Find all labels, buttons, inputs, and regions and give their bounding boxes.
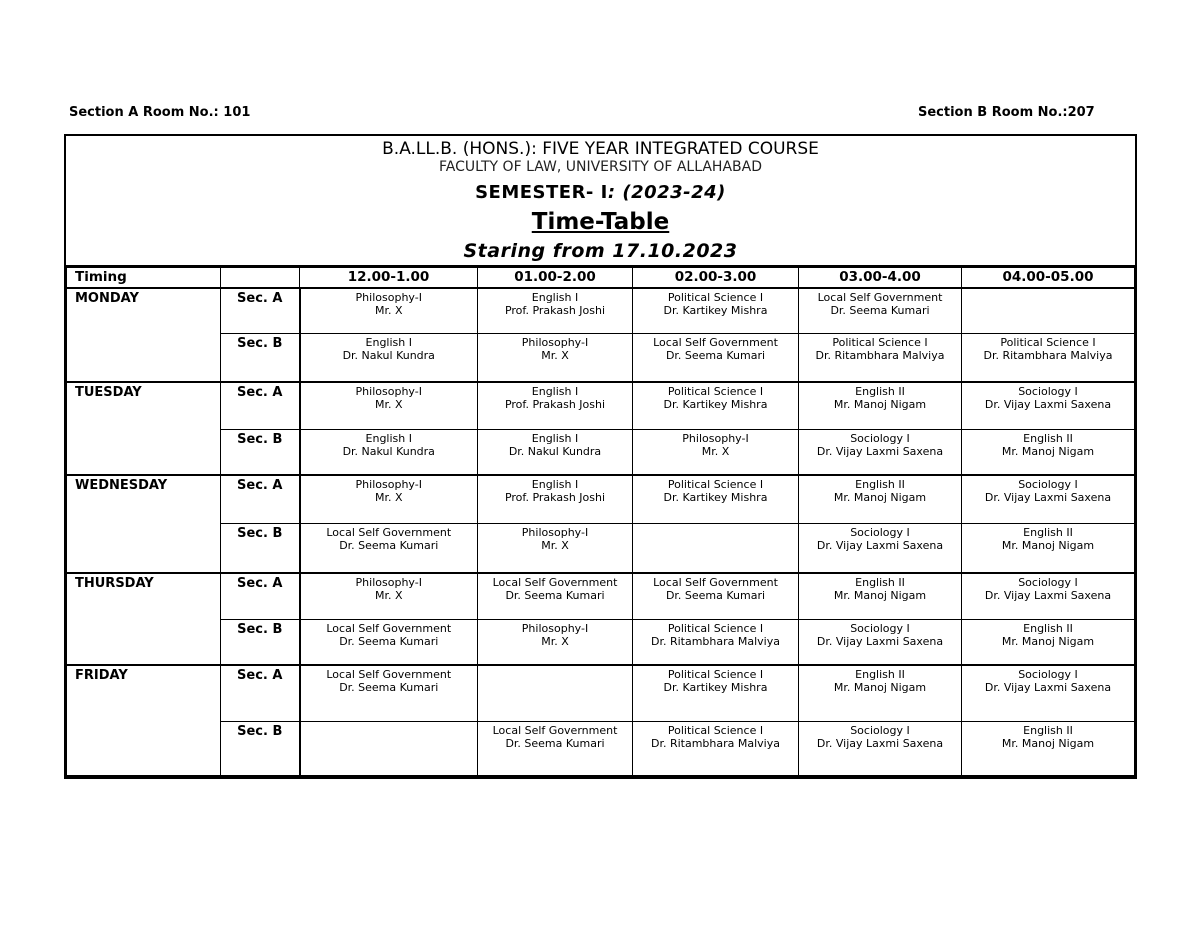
subject-name: English II <box>1023 723 1073 737</box>
class-slot <box>478 523 633 573</box>
subject-name: Sociology I <box>850 525 910 539</box>
class-slot <box>633 288 799 333</box>
teacher-name: Dr. Vijay Laxmi Saxena <box>984 681 1112 694</box>
teacher-name: Prof. Prakash Joshi <box>504 304 606 317</box>
teacher-name: Mr. Manoj Nigam <box>833 491 927 504</box>
subject-name: Sociology I <box>850 431 910 445</box>
class-slot <box>300 475 478 523</box>
class-slot <box>962 721 1135 776</box>
section-label: Sec. A <box>221 665 300 721</box>
class-slot <box>478 475 633 523</box>
column-header: 04.00-05.00 <box>962 268 1135 289</box>
subject-name: Political Science I <box>667 385 764 398</box>
class-slot <box>799 573 962 619</box>
subject-name: Philosophy-I <box>521 621 589 635</box>
timetable-sheet <box>64 134 1137 779</box>
subject-name: Local Self Government <box>326 668 452 681</box>
class-slot <box>799 382 962 429</box>
teacher-name: Dr. Seema Kumari <box>830 304 930 317</box>
subject-name: Sociology I <box>1018 668 1078 681</box>
class-slot <box>633 619 799 665</box>
class-slot <box>962 523 1135 573</box>
subject-name: English I <box>365 431 412 445</box>
section-label: Sec. B <box>221 523 300 573</box>
section-label: Sec. B <box>221 721 300 776</box>
course-title: B.A.LL.B. (HONS.): FIVE YEAR INTEGRATED COURSE <box>382 139 819 159</box>
class-slot <box>478 382 633 429</box>
class-slot <box>300 573 478 619</box>
teacher-name: Dr. Kartikey Mishra <box>663 681 768 694</box>
class-slot <box>478 288 633 333</box>
teacher-name: Dr. Kartikey Mishra <box>663 491 768 504</box>
class-slot <box>962 573 1135 619</box>
teacher-name: Dr. Seema Kumari <box>505 736 605 750</box>
class-slot <box>478 333 633 382</box>
teacher-name: Mr. X <box>374 589 403 602</box>
teacher-name: Dr. Kartikey Mishra <box>663 398 768 411</box>
subject-name: Local Self Government <box>326 621 452 635</box>
teacher-name: Dr. Vijay Laxmi Saxena <box>984 398 1112 411</box>
class-slot <box>478 721 633 776</box>
class-slot <box>300 523 478 573</box>
faculty-name: FACULTY OF LAW, UNIVERSITY OF ALLAHABAD <box>439 159 762 175</box>
class-slot <box>962 619 1135 665</box>
class-slot <box>478 665 633 721</box>
teacher-name: Dr. Vijay Laxmi Saxena <box>816 538 944 552</box>
class-slot <box>799 665 962 721</box>
teacher-name: Mr. X <box>701 444 730 458</box>
class-slot <box>633 665 799 721</box>
class-slot <box>633 475 799 523</box>
subject-name: English I <box>531 291 579 304</box>
column-header: Timing <box>67 268 221 289</box>
table-row <box>67 333 1135 382</box>
teacher-name: Dr. Seema Kumari <box>665 348 766 362</box>
section-label: Sec. A <box>221 475 300 523</box>
subject-name: Sociology I <box>850 621 910 635</box>
teacher-name: Dr. Vijay Laxmi Saxena <box>984 589 1112 602</box>
subject-name: Local Self Government <box>492 723 618 737</box>
class-slot <box>962 333 1135 382</box>
section-label: Sec. B <box>221 619 300 665</box>
teacher-name: Mr. Manoj Nigam <box>1001 538 1095 552</box>
section-a-room: Section A Room No.: 101 <box>69 105 251 120</box>
teacher-name: Dr. Seema Kumari <box>339 634 439 648</box>
teacher-name: Mr. Manoj Nigam <box>833 398 927 411</box>
header-row <box>67 268 1135 289</box>
subject-name: English I <box>531 478 579 491</box>
class-slot <box>633 721 799 776</box>
table-row <box>67 523 1135 573</box>
teacher-name: Mr. Manoj Nigam <box>1001 634 1095 648</box>
semester-label: SEMESTER- I <box>475 182 608 203</box>
teacher-name: Dr. Seema Kumari <box>339 681 439 694</box>
section-label: Sec. B <box>221 429 300 475</box>
class-slot <box>962 429 1135 475</box>
teacher-name: Mr. Manoj Nigam <box>833 681 927 694</box>
subject-name: Philosophy-I <box>521 335 589 349</box>
subject-name: Local Self Government <box>653 576 778 589</box>
subject-name: English I <box>365 335 412 349</box>
class-slot <box>799 475 962 523</box>
subject-name: English I <box>531 431 579 445</box>
section-label: Sec. A <box>221 382 300 429</box>
subject-name: Sociology I <box>1018 576 1078 589</box>
class-slot <box>799 523 962 573</box>
class-slot <box>962 665 1135 721</box>
class-slot <box>300 619 478 665</box>
class-slot <box>962 382 1135 429</box>
subject-name: Sociology I <box>1018 385 1078 398</box>
subject-name: English II <box>1023 525 1073 539</box>
class-slot <box>962 475 1135 523</box>
section-label: Sec. A <box>221 573 300 619</box>
subject-name: Local Self Government <box>653 335 778 349</box>
teacher-name: Mr. Manoj Nigam <box>833 589 927 602</box>
subject-name: Political Science I <box>1000 335 1096 349</box>
subject-name: Philosophy-I <box>355 385 422 398</box>
teacher-name: Dr. Seema Kumari <box>505 589 605 602</box>
table-row <box>67 429 1135 475</box>
class-slot <box>300 288 478 333</box>
subject-name: Political Science I <box>832 335 928 349</box>
day-name: FRIDAY <box>67 665 221 776</box>
teacher-name: Mr. X <box>374 304 403 317</box>
column-header: 12.00-1.00 <box>300 268 478 289</box>
class-slot <box>478 619 633 665</box>
class-slot <box>799 333 962 382</box>
class-slot <box>799 429 962 475</box>
subject-name: Political Science I <box>667 478 764 491</box>
subject-name: Philosophy-I <box>355 291 422 304</box>
class-slot <box>300 665 478 721</box>
teacher-name: Mr. Manoj Nigam <box>1001 736 1095 750</box>
subject-name: Political Science I <box>667 668 764 681</box>
teacher-name: Mr. X <box>541 348 569 362</box>
day-name: TUESDAY <box>67 382 221 475</box>
class-slot <box>300 721 478 776</box>
page-title: Time-Table <box>531 209 670 235</box>
subject-name: Local Self Government <box>326 525 452 539</box>
class-slot <box>633 573 799 619</box>
start-date: Staring from 17.10.2023 <box>463 240 738 262</box>
day-name: THURSDAY <box>67 573 221 665</box>
class-slot <box>799 619 962 665</box>
teacher-name: Dr. Ritambhara Malviya <box>650 634 780 648</box>
table-row <box>67 619 1135 665</box>
column-header: 01.00-2.00 <box>478 268 633 289</box>
semester-title <box>66 179 1135 207</box>
teacher-name: Dr. Kartikey Mishra <box>663 304 768 317</box>
subject-name: Philosophy-I <box>521 525 589 539</box>
teacher-name: Dr. Nakul Kundra <box>508 444 602 458</box>
subject-name: Political Science I <box>667 621 764 635</box>
subject-name: English II <box>855 576 905 589</box>
teacher-name: Dr. Vijay Laxmi Saxena <box>984 491 1112 504</box>
class-slot <box>962 288 1135 333</box>
teacher-name: Mr. X <box>374 491 403 504</box>
table-row <box>67 573 1135 619</box>
teacher-name: Dr. Ritambhara Malviya <box>650 736 780 750</box>
teacher-name: Mr. X <box>541 634 569 648</box>
table-row <box>67 288 1135 333</box>
class-slot <box>799 721 962 776</box>
column-header <box>221 268 300 289</box>
subject-name: Political Science I <box>667 291 764 304</box>
column-header: 03.00-4.00 <box>799 268 962 289</box>
teacher-name: Prof. Prakash Joshi <box>504 398 606 411</box>
subject-name: Philosophy-I <box>355 478 422 491</box>
teacher-name: Dr. Vijay Laxmi Saxena <box>816 634 944 648</box>
teacher-name: Mr. Manoj Nigam <box>1001 444 1095 458</box>
column-header: 02.00-3.00 <box>633 268 799 289</box>
teacher-name: Mr. X <box>374 398 403 411</box>
subject-name: English II <box>855 385 905 398</box>
table-row <box>67 721 1135 776</box>
subject-name: Philosophy-I <box>682 431 749 445</box>
subject-name: Local Self Government <box>492 576 618 589</box>
teacher-name: Dr. Nakul Kundra <box>342 444 435 458</box>
teacher-name: Dr. Nakul Kundra <box>342 348 435 362</box>
teacher-name: Dr. Ritambhara Malviya <box>983 348 1113 362</box>
subject-name: English II <box>1023 621 1073 635</box>
class-slot <box>300 429 478 475</box>
class-slot <box>478 573 633 619</box>
semester-year: : (2023-24) <box>607 182 726 203</box>
subject-name: Philosophy-I <box>355 576 422 589</box>
class-slot <box>633 333 799 382</box>
subject-name: Sociology I <box>850 723 910 737</box>
timetable-header <box>66 136 1135 267</box>
teacher-name: Dr. Seema Kumari <box>665 589 766 602</box>
teacher-name: Dr. Ritambhara Malviya <box>815 348 945 362</box>
subject-name: Political Science I <box>667 723 764 737</box>
section-label: Sec. B <box>221 333 300 382</box>
class-slot <box>633 382 799 429</box>
table-row <box>67 665 1135 721</box>
teacher-name: Dr. Seema Kumari <box>339 538 439 552</box>
teacher-name: Dr. Vijay Laxmi Saxena <box>816 736 944 750</box>
schedule-table <box>66 267 1135 777</box>
teacher-name: Mr. X <box>541 538 569 552</box>
subject-name: English I <box>531 385 579 398</box>
class-slot <box>633 523 799 573</box>
class-slot <box>300 382 478 429</box>
class-slot <box>300 333 478 382</box>
class-slot <box>799 288 962 333</box>
table-row <box>67 475 1135 523</box>
subject-name: Local Self Government <box>817 291 943 304</box>
table-row <box>67 382 1135 429</box>
section-b-room: Section B Room No.:207 <box>918 105 1095 120</box>
subject-name: English II <box>855 478 905 491</box>
teacher-name: Prof. Prakash Joshi <box>504 491 606 504</box>
class-slot <box>478 429 633 475</box>
day-name: MONDAY <box>67 288 221 382</box>
subject-name: English II <box>1023 431 1073 445</box>
class-slot <box>633 429 799 475</box>
day-name: WEDNESDAY <box>67 475 221 573</box>
section-label: Sec. A <box>221 288 300 333</box>
subject-name: Sociology I <box>1018 478 1078 491</box>
subject-name: English II <box>855 668 905 681</box>
teacher-name: Dr. Vijay Laxmi Saxena <box>816 444 944 458</box>
